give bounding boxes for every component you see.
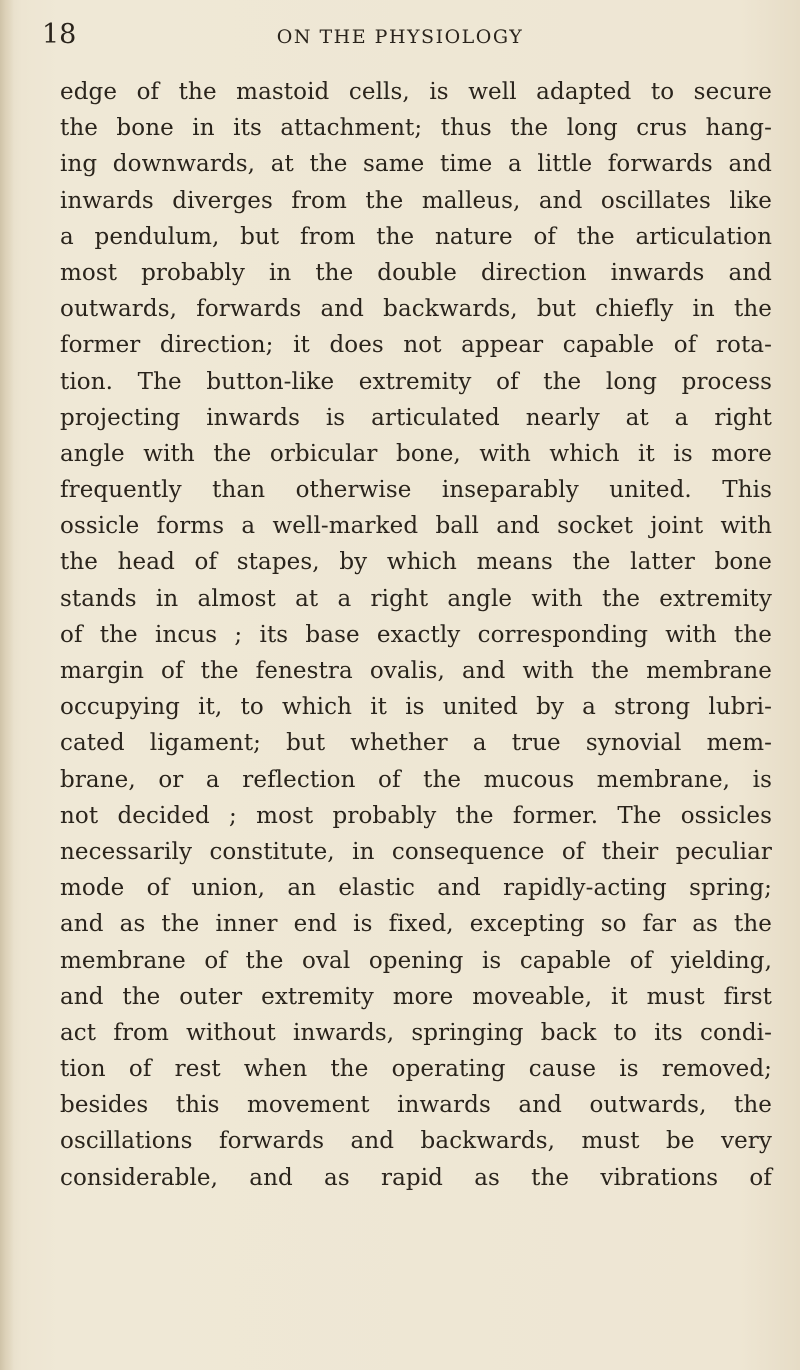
text-line: membrane of the oval opening is capable of yielding,	[60, 947, 772, 974]
page-spine-shadow	[0, 0, 14, 1370]
text-line: outwards, forwards and backwards, but chiefly in the	[60, 296, 772, 323]
text-line: inwards diverges from the malleus, and oscillates like	[60, 187, 772, 214]
text-line: ossicle forms a well-marked ball and socket joint with	[60, 513, 772, 540]
text-line: and the outer extremity more moveable, it must first	[60, 983, 772, 1010]
text-line: projecting inwards is articulated nearly at a right	[60, 404, 772, 431]
text-line: margin of the fenestra ovalis, and with the membrane	[60, 658, 772, 684]
running-head: ON THE PHYSIOLOGY	[276, 26, 524, 48]
body-text	[60, 74, 772, 1196]
page-header	[0, 18, 800, 58]
text-line: most probably in the double direction inwards and	[60, 259, 772, 286]
text-line: frequently than otherwise inseparably united. This	[60, 477, 772, 504]
text-line: oscillations forwards and backwards, must be very	[60, 1128, 772, 1155]
text-line: angle with the orbicular bone, with which it is more	[60, 440, 772, 467]
text-line: act from without inwards, springing back to its condi-	[60, 1019, 772, 1046]
text-line: cated ligament; but whether a true synovial mem-	[60, 730, 772, 757]
text-line: mode of union, an elastic and rapidly-acting spring;	[60, 875, 772, 902]
text-line: the bone in its attachment; thus the long crus hang-	[60, 115, 772, 142]
text-line: ing downwards, at the same time a little forwards and	[60, 151, 772, 178]
text-line: the head of stapes, by which means the latter bone	[60, 549, 772, 576]
text-line: former direction; it does not appear capable of rota-	[60, 332, 772, 359]
text-line: necessarily constitute, in consequence of their peculiar	[60, 838, 772, 865]
text-line: besides this movement inwards and outwards, the	[60, 1092, 772, 1119]
text-line: tion. The button-like extremity of the long process	[60, 368, 772, 395]
page-number: 18	[42, 19, 77, 50]
text-line: of the incus ; its base exactly corresponding with the	[60, 621, 772, 648]
text-line: occupying it, to which it is united by a strong lubri-	[60, 694, 772, 721]
text-line: not decided ; most probably the former. The ossicles	[60, 802, 772, 829]
text-line: stands in almost at a right angle with the extremity	[60, 585, 772, 612]
text-line: and as the inner end is fixed, excepting so far as the	[60, 911, 772, 938]
text-line: tion of rest when the operating cause is removed;	[60, 1056, 772, 1083]
text-line: brane, or a reflection of the mucous membrane, is	[60, 766, 772, 793]
text-line: edge of the mastoid cells, is well adapted to secure	[60, 79, 772, 105]
text-line: considerable, and as rapid as the vibrations of	[60, 1164, 772, 1191]
text-line: a pendulum, but from the nature of the articulation	[60, 223, 772, 250]
